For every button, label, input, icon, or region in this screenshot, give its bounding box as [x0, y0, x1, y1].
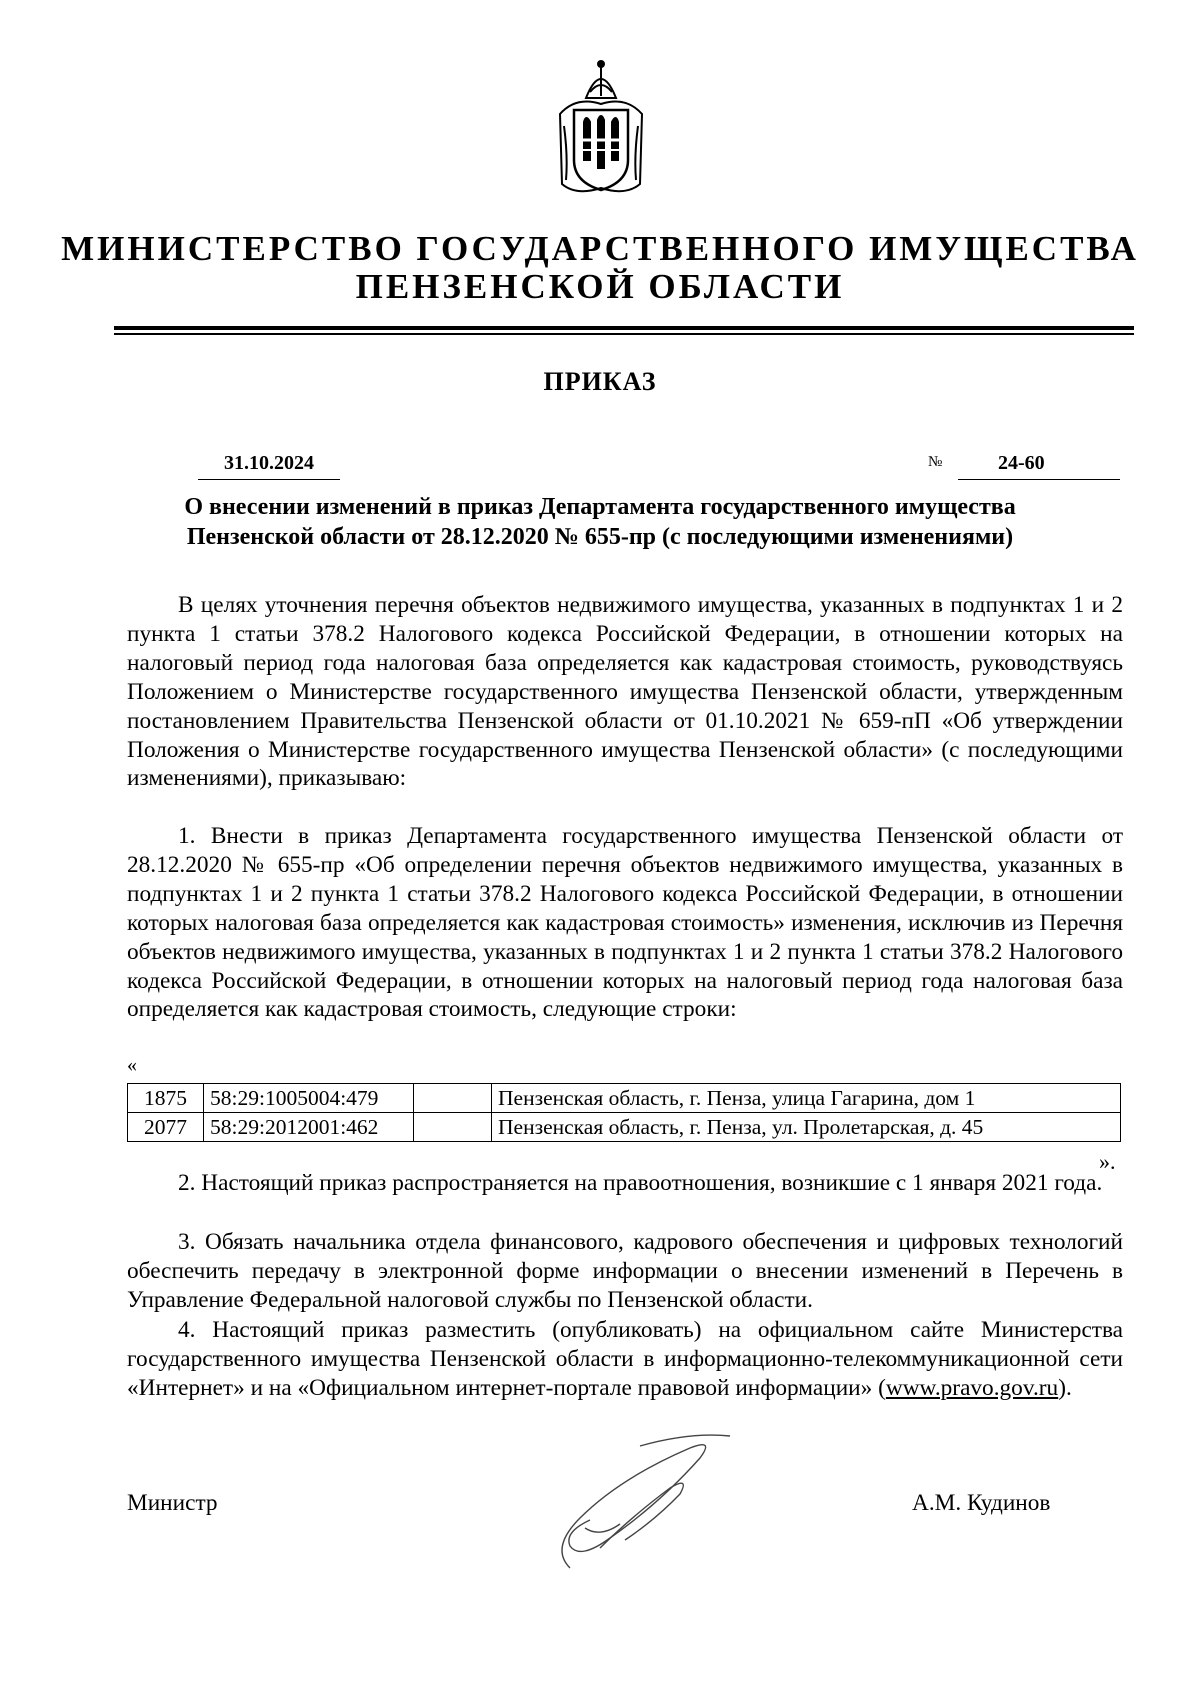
number-sign: № — [928, 454, 943, 470]
empty-cell — [414, 1113, 492, 1142]
header-rule-thin — [114, 333, 1134, 335]
document-date: 31.10.2024 — [198, 449, 340, 480]
row-number: 2077 — [128, 1113, 204, 1142]
empty-cell — [414, 1084, 492, 1113]
quote-open: « — [127, 1054, 137, 1076]
row-number: 1875 — [128, 1084, 204, 1113]
document-number: 24-60 — [998, 452, 1045, 474]
table-row — [128, 1113, 1121, 1142]
document-title: О внесении изменений в приказ Департамента государственного имущества Пензенской области от 28.12.2020 № 655-пр (с последующими изменениями) — [184, 494, 1016, 550]
item-4-text: 4. Настоящий приказ разместить (опубликовать) на официальном сайте Министерства государственного имущества Пензенской области в информационно-телекоммуникационной сети «Интернет» и на «Официальном интернет-портале правовой информации» ( — [127, 1317, 1123, 1401]
item-2-paragraph: 2. Настоящий приказ распространяется на правоотношения, возникшие с 1 января 2021 года. — [178, 1170, 1103, 1196]
object-address: Пензенская область, г. Пенза, ул. Пролетарская, д. 45 — [492, 1113, 1121, 1142]
cadastral-number: 58:29:1005004:479 — [204, 1084, 414, 1113]
object-address: Пензенская область, г. Пенза, улица Гагарина, дом 1 — [492, 1084, 1121, 1113]
item-4-paragraph — [127, 1316, 1123, 1403]
document-type: ПРИКАЗ — [543, 367, 657, 396]
item-1-paragraph: 1. Внести в приказ Департамента государственного имущества Пензенской области от 28.12.2020 № 655-пр «Об определении перечня объектов недвижимого имущества, указанных в подпунктах 1 и 2 пункта 1 статьи 378.2 Налогового кодекса Российской Федерации, в отношении которых налоговая база определяется как кадастровая стоимость» изменения, исключив из Перечня объектов недвижимого имущества, указанных в подпунктах 1 и 2 пункта 1 статьи 378.2 Налогового кодекса Российской Федерации, в отношении которых на налоговый период года налоговая база определяется как кадастровая стоимость, следующие строки: — [127, 823, 1123, 1023]
signatory-name: А.М. Кудинов — [912, 1490, 1051, 1516]
excluded-objects-table — [127, 1083, 1121, 1142]
intro-paragraph: В целях уточнения перечня объектов недвижимого имущества, указанных в подпунктах 1 и 2 пункта 1 статьи 378.2 Налогового кодекса Российской Федерации, в отношении которых на налоговый период года налоговая база определяется как кадастровая стоимость, руководствуясь Положением о Министерстве государственного имущества Пензенской области, утвержденным постановлением Правительства Пензенской области от 01.10.2021 № 659-пП «Об утверждении Положения о Министерстве государственного имущества Пензенской области» (с последующими изменениями), приказываю: — [127, 592, 1123, 792]
coat-of-arms-icon — [556, 56, 646, 206]
quote-close: ». — [1099, 1149, 1116, 1174]
item-3-paragraph: 3. Обязать начальника отдела финансового, кадрового обеспечения и цифровых технологий обеспечить передачу в электронной форме информации о внесении изменений в Перечень в Управление Федеральной налоговой службы по Пензенской области. — [127, 1229, 1123, 1313]
item-4-end: ). — [1058, 1374, 1072, 1401]
signatory-role: Министр — [127, 1490, 218, 1516]
handwritten-signature — [540, 1428, 740, 1578]
organization-name-line-2: ПЕНЗЕНСКОЙ ОБЛАСТИ — [355, 267, 845, 306]
table-row — [128, 1084, 1121, 1113]
organization-name-line-1: МИНИСТЕРСТВО ГОСУДАРСТВЕННОГО ИМУЩЕСТВА — [61, 229, 1139, 268]
header-rule-thick — [114, 326, 1134, 330]
document-number-field — [958, 449, 1120, 480]
cadastral-number: 58:29:2012001:462 — [204, 1113, 414, 1142]
pravo-gov-link[interactable]: www.pravo.gov.ru — [885, 1374, 1059, 1401]
